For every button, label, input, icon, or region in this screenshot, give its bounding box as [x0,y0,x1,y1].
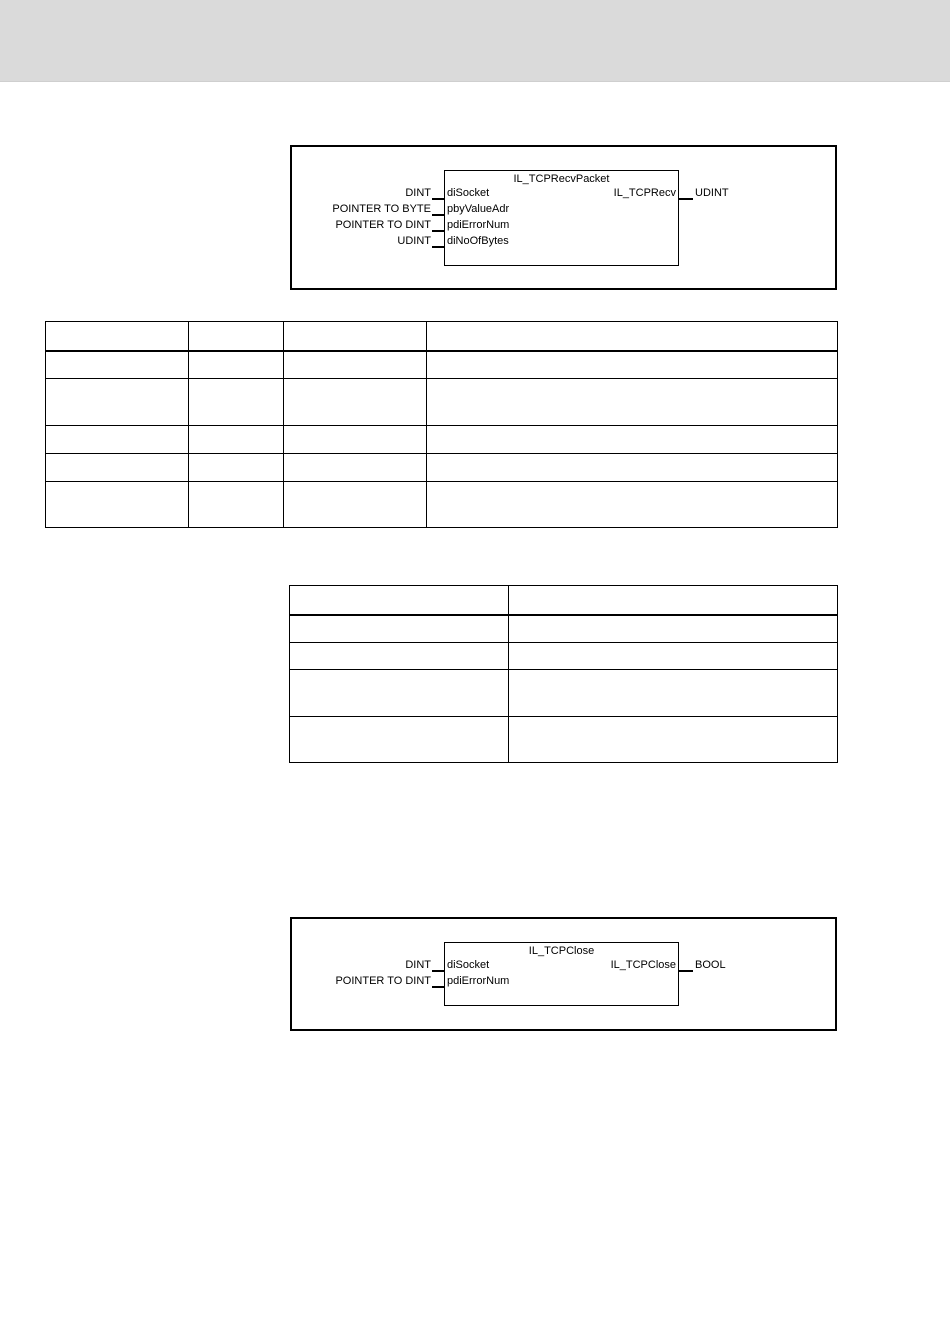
table-row [290,717,838,763]
recv-input-pin-1 [432,198,444,200]
table-cell [290,670,509,717]
recv-input-pin-4 [432,246,444,248]
table-cell [188,454,283,482]
close-input-name-1: diSocket [447,959,490,971]
page-header-band [0,0,950,81]
table-cell [46,482,189,528]
table-cell [290,643,509,670]
table-header-row [46,322,838,351]
recv-input-name-4: diNoOfBytes [447,235,509,247]
table-cell [46,454,189,482]
table-cell [188,379,283,426]
table-cell [508,717,837,763]
recv-function-block [444,170,679,266]
recv-input-type-3: POINTER TO DINT [335,219,431,231]
table-cell [508,586,837,615]
recv-input-pin-2 [432,214,444,216]
table-cell [46,351,189,379]
table-header-row [290,586,838,615]
close-output-type: BOOL [695,959,726,971]
close-input-pin-1 [432,970,444,972]
table-cell [426,322,838,351]
table-row [290,615,838,643]
table-row [46,351,838,379]
close-function-block [444,942,679,1006]
table-row [46,454,838,482]
table-row [290,643,838,670]
recv-output-pin [679,198,693,200]
table-cell [188,426,283,454]
table-cell [283,322,426,351]
table-cell [188,351,283,379]
close-input-type-2: POINTER TO DINT [335,975,431,987]
close-output-pin [679,970,693,972]
recv-output-name: IL_TCPRecv [613,187,676,199]
table-cell [46,426,189,454]
table-cell [426,379,838,426]
recv-input-name-2: pbyValueAdr [447,203,510,215]
parameter-table [45,321,838,528]
close-input-pin-2 [432,986,444,988]
table-row [290,670,838,717]
close-block-title: IL_TCPClose [528,945,595,957]
close-diagram-frame [290,917,837,1031]
recv-output-type: UDINT [695,187,729,199]
table-cell [46,379,189,426]
header-divider [0,81,950,82]
table-cell [283,351,426,379]
table-row [46,426,838,454]
recv-input-name-3: pdiErrorNum [447,219,510,231]
close-input-type-1: DINT [405,959,431,971]
table-cell [290,615,509,643]
table-row [46,379,838,426]
recv-block-title: IL_TCPRecvPacket [513,173,610,185]
table-cell [283,426,426,454]
close-output-name: IL_TCPClose [610,959,676,971]
table-cell [508,643,837,670]
table-cell [283,379,426,426]
recv-input-name-1: diSocket [447,187,490,199]
table-cell [290,717,509,763]
table-cell [426,482,838,528]
table-cell [426,426,838,454]
table-cell [290,586,509,615]
table-cell [426,454,838,482]
table-cell [188,322,283,351]
recv-input-type-4: UDINT [397,235,431,247]
return-value-table [289,585,838,763]
table-cell [283,454,426,482]
table-cell [188,482,283,528]
table-cell [283,482,426,528]
recv-input-type-1: DINT [405,187,431,199]
table-row [46,482,838,528]
table-cell [426,351,838,379]
recv-input-pin-3 [432,230,444,232]
table-cell [508,615,837,643]
table-cell [46,322,189,351]
close-input-name-2: pdiErrorNum [447,975,510,987]
table-cell [508,670,837,717]
recv-input-type-2: POINTER TO BYTE [332,203,431,215]
recv-diagram-frame [290,145,837,290]
